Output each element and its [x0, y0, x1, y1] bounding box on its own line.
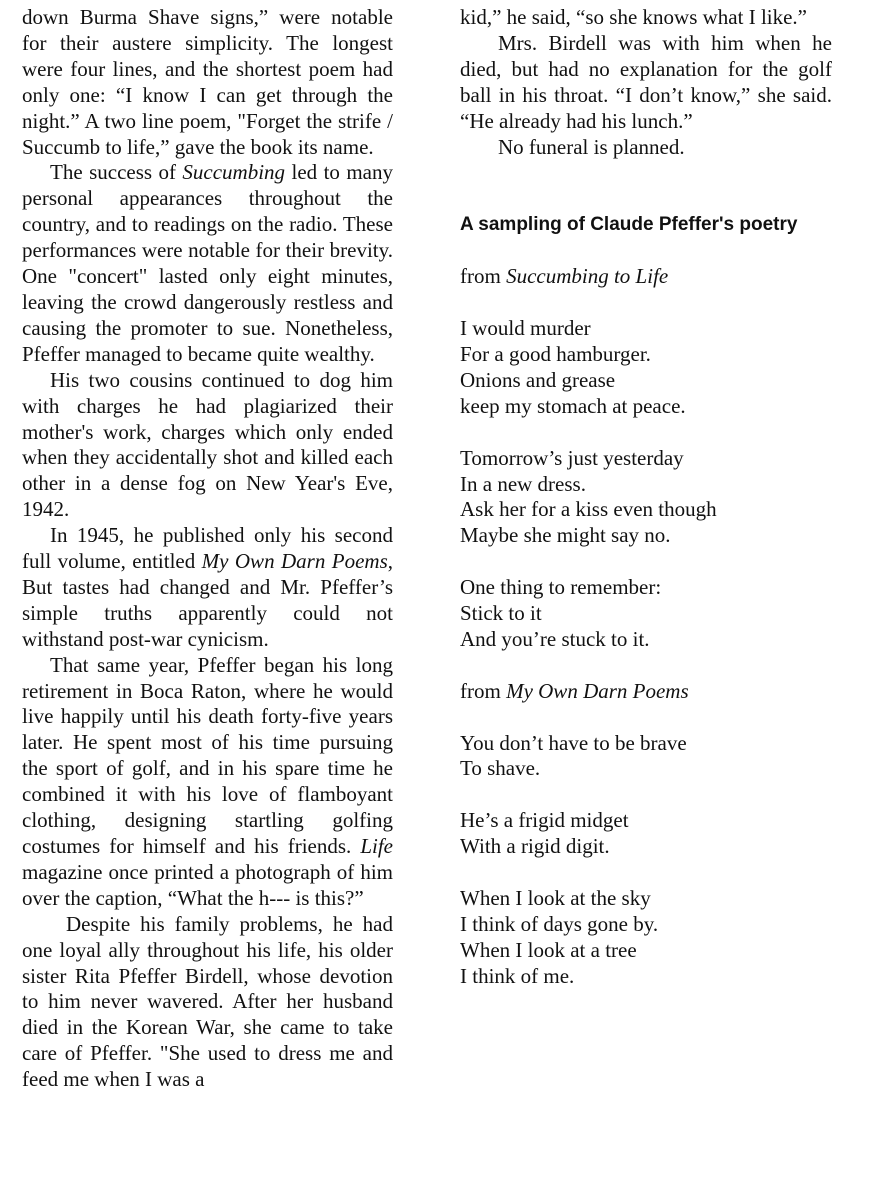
- poem-line: You don’t have to be brave: [460, 730, 687, 755]
- paragraph-cousins: His two cousins continued to dog him with charges he had plagiarized their mother's work, charges which only ended when they accidentally shot and killed each other in a dense fog on New Year's Eve, 1942.: [22, 367, 393, 522]
- poem-line: To shave.: [460, 756, 541, 781]
- right-column: [460, 5, 832, 990]
- paragraph-retirement-rest: magazine once printed a photograph of him over the caption, “What the h--- is this?”: [22, 859, 393, 910]
- paragraph-kid-quote: kid,” he said, “so she knows what I like.”: [460, 5, 808, 29]
- stanza-gap: [460, 860, 832, 886]
- poem-line: In a new dress.: [460, 471, 586, 496]
- stanza-gap: [460, 705, 832, 731]
- paragraph-second-volume-lead: In 1945, he published only his second full volume, entitled: [22, 523, 393, 574]
- poem-line: keep my stomach at peace.: [460, 393, 686, 418]
- book-title-my-own-darn-poems: My Own Darn Poems: [201, 549, 388, 574]
- paragraph-funeral: No funeral is planned.: [498, 134, 685, 159]
- poem-line: Onions and grease: [460, 367, 616, 392]
- left-column: [22, 5, 393, 1093]
- poem-line: I think of me.: [460, 963, 575, 988]
- paragraph-burma-shave: down Burma Shave signs,” were notable for their austere simplicity. The longest were four lines, and the shortest poem had only one: “I know I can get through the night.” A two line poem, "Forget the strife / Succumb to life,” gave the book its name.: [22, 5, 393, 159]
- poem-line: I think of days gone by.: [460, 911, 659, 936]
- poem-line: Ask her for a kiss even though: [460, 497, 717, 522]
- source-title: Succumbing to Life: [506, 264, 669, 289]
- paragraph-retirement: [22, 653, 393, 912]
- paragraph-second-volume-rest: , But tastes had changed and Mr. Pfeffer’s simple truths apparently could not withstand post-war cynicism.: [22, 549, 393, 651]
- paragraph-success-rest: led to many personal appearances throughout the country, and to readings on the radio. These performances were notable for their brevity. One "concert" lasted only eight minutes, leaving the crowd dangerously restless and causing the promoter to sue. Nonetheless, Pfeffer managed to became quite wealthy.: [22, 160, 393, 366]
- source-title: My Own Darn Poems: [506, 678, 689, 703]
- magazine-title-life: Life: [360, 834, 393, 858]
- book-title-succumbing: Succumbing: [182, 160, 286, 185]
- poem-line: When I look at the sky: [460, 885, 651, 910]
- poem-line: With a rigid digit.: [460, 834, 610, 859]
- poem-line: I would murder: [460, 316, 591, 341]
- poem-line: And you’re stuck to it.: [460, 626, 650, 651]
- poem-line: Stick to it: [460, 601, 542, 626]
- source-line-my-own-darn-poems: [460, 679, 832, 705]
- poem-line: He’s a frigid midget: [460, 808, 629, 833]
- paragraph-sister: Despite his family problems, he had one loyal ally throughout his life, his older sister Rita Pfeffer Birdell, whose devotion to him never wavered. After her husband died in the Korean War, she came to take care of Pfeffer. "She used to dress me and feed me when I was a: [22, 911, 393, 1092]
- source-prefix: from: [460, 264, 507, 289]
- section-heading: A sampling of Claude Pfeffer's poetry: [460, 214, 798, 236]
- poem-line: For a good hamburger.: [460, 342, 651, 367]
- paragraph-success: [22, 160, 393, 367]
- stanza-gap: [460, 653, 832, 679]
- paragraph-second-volume: [22, 523, 393, 653]
- stanza-gap: [460, 290, 832, 316]
- paragraph-success-lead: The success of: [50, 160, 183, 185]
- paragraph-retirement-lead: That same year, Pfeffer began his long retirement in Boca Raton, where he would live happily until his death forty-five years later. He spent most of his time pursuing the sport of golf, and in his spare time he combined it with his love of flamboyant clothing, designing startling golfing costumes for himself and his friends.: [22, 652, 393, 858]
- poem-line: Tomorrow’s just yesterday: [460, 445, 684, 470]
- stanza-gap: [460, 420, 832, 446]
- poem-line: When I look at a tree: [460, 937, 637, 962]
- source-line-succumbing: [460, 264, 832, 290]
- poem-line: One thing to remember:: [460, 575, 662, 600]
- stanza-gap: [460, 782, 832, 808]
- paragraph-golf-ball: Mrs. Birdell was with him when he died, but had no explanation for the golf ball in his throat. “I don’t know,” she said. “He already had his lunch.”: [460, 30, 832, 133]
- poem-line: Maybe she might say no.: [460, 523, 671, 548]
- source-prefix: from: [460, 678, 507, 703]
- poetry-sampling: [460, 264, 832, 989]
- stanza-gap: [460, 549, 832, 575]
